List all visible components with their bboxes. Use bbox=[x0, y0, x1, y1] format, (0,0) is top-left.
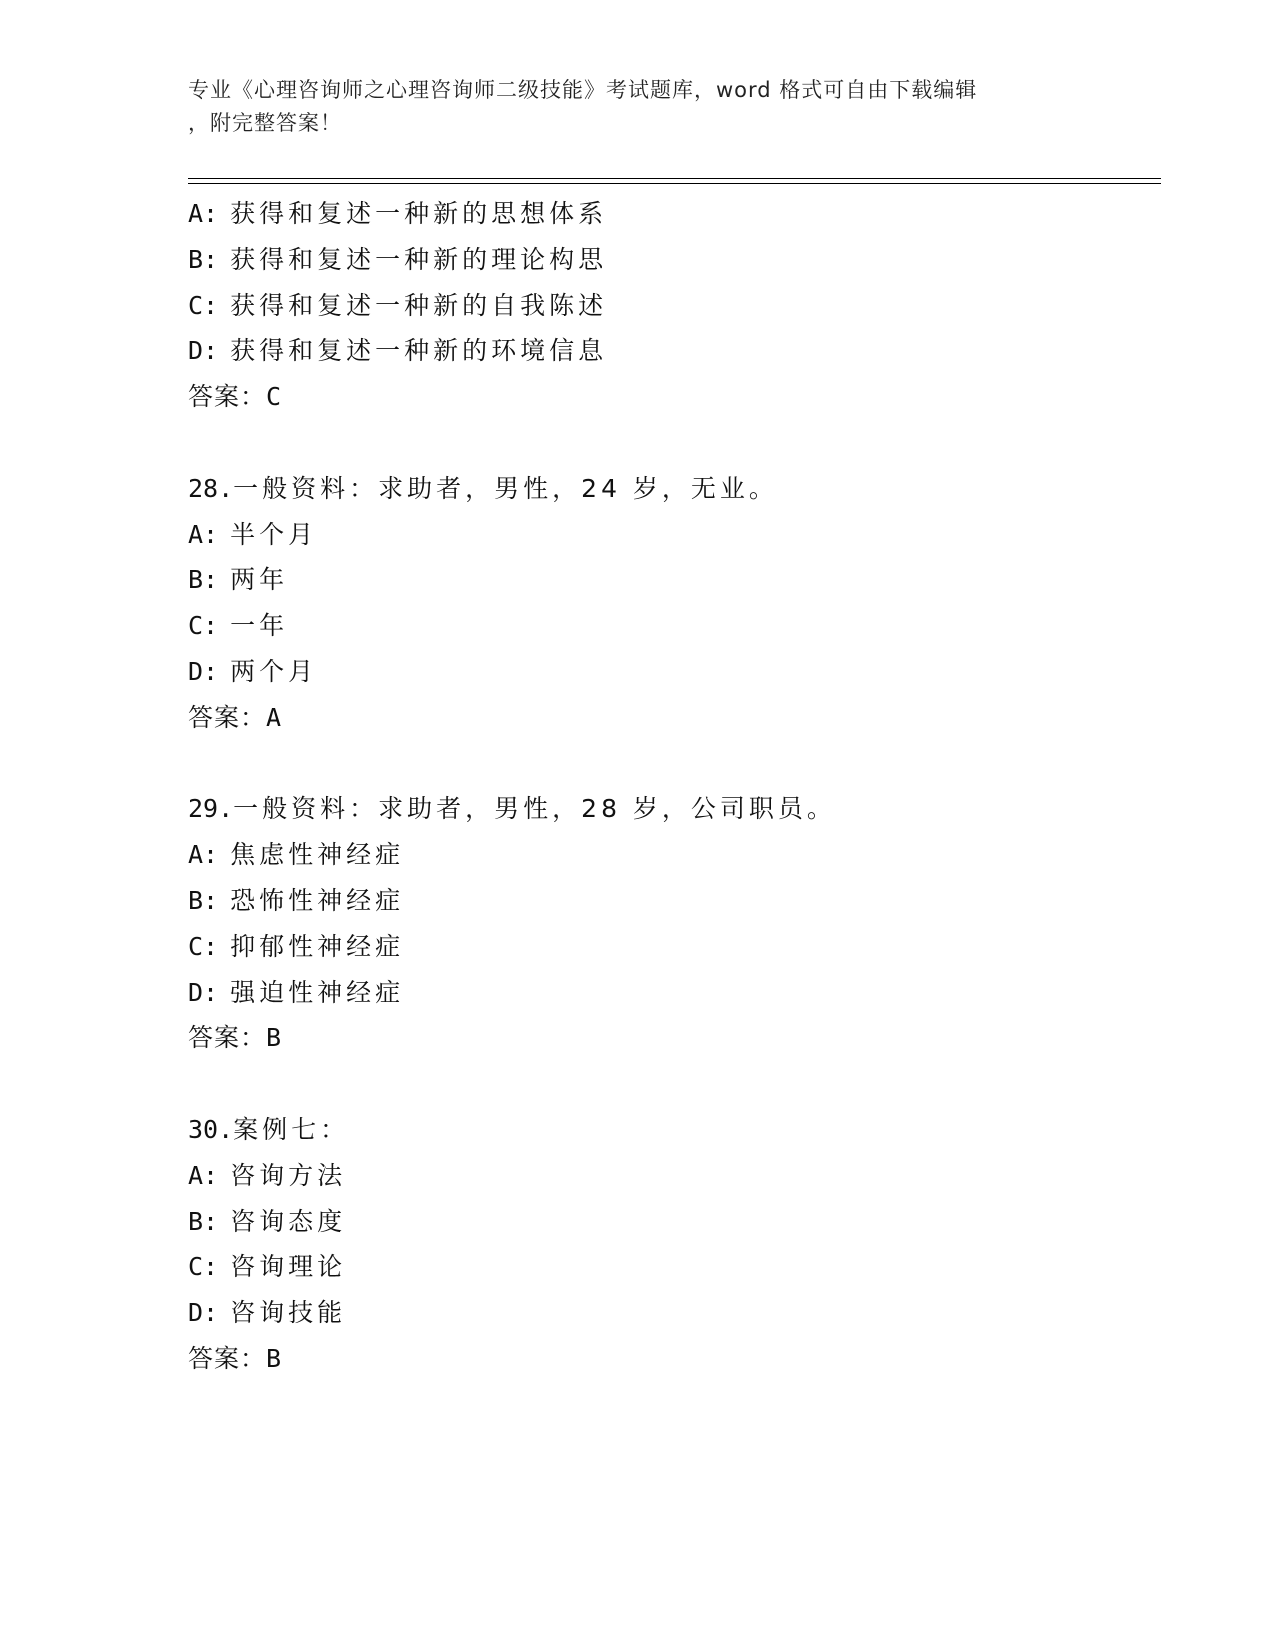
option-text: 两年 bbox=[230, 565, 289, 595]
question-stem bbox=[188, 466, 1148, 512]
option-text: 获得和复述一种新的思想体系 bbox=[230, 199, 608, 228]
question-stem bbox=[188, 1107, 1148, 1153]
question-text: 案例七： bbox=[233, 1114, 350, 1144]
answer-value: B bbox=[266, 1343, 283, 1373]
option-text: 焦虑性神经症 bbox=[230, 840, 405, 870]
option-text: 半个月 bbox=[230, 519, 318, 549]
question-list bbox=[188, 191, 1148, 1382]
option-text: 两个月 bbox=[230, 656, 318, 686]
option-letter: D: bbox=[188, 656, 219, 686]
option-letter: C: bbox=[188, 290, 219, 320]
option-letter: B: bbox=[188, 244, 219, 274]
option-d bbox=[188, 649, 1148, 695]
answer-line bbox=[188, 1015, 1148, 1061]
option-d bbox=[188, 1290, 1148, 1336]
option-b bbox=[188, 878, 1148, 924]
option-letter: C: bbox=[188, 611, 219, 641]
option-text: 咨询技能 bbox=[230, 1298, 347, 1328]
option-a bbox=[188, 512, 1148, 558]
spacer bbox=[188, 741, 1148, 787]
option-letter: A: bbox=[188, 199, 219, 228]
option-b bbox=[188, 557, 1148, 603]
option-letter: C: bbox=[188, 1252, 219, 1282]
question-number: 29. bbox=[188, 794, 234, 824]
option-text: 咨询理论 bbox=[230, 1252, 347, 1282]
answer-label: 答案： bbox=[188, 1023, 267, 1053]
option-letter: B: bbox=[188, 885, 219, 915]
header-divider-top bbox=[188, 178, 1161, 179]
question-block-29 bbox=[188, 786, 1148, 1061]
question-text: 一般资料：求助者，男性，24 岁，无业。 bbox=[233, 473, 778, 503]
option-letter: D: bbox=[188, 977, 219, 1007]
spacer bbox=[188, 420, 1148, 466]
question-number: 30. bbox=[188, 1114, 234, 1144]
option-letter: B: bbox=[188, 565, 219, 595]
option-text: 抑郁性神经症 bbox=[230, 931, 405, 961]
option-a bbox=[188, 832, 1148, 878]
answer-value: A bbox=[266, 702, 283, 732]
option-text: 一年 bbox=[230, 611, 289, 641]
question-stem bbox=[188, 786, 1148, 832]
option-text: 获得和复述一种新的自我陈述 bbox=[230, 290, 608, 320]
option-text: 咨询态度 bbox=[230, 1206, 347, 1236]
question-block-30 bbox=[188, 1107, 1148, 1382]
option-b bbox=[188, 1199, 1148, 1245]
option-letter: C: bbox=[188, 931, 219, 961]
option-letter: D: bbox=[188, 1298, 219, 1328]
option-letter: A: bbox=[188, 840, 219, 870]
answer-label: 答案： bbox=[188, 382, 267, 412]
document-header bbox=[188, 74, 1088, 140]
option-text: 获得和复述一种新的理论构思 bbox=[230, 244, 608, 274]
header-divider-bottom bbox=[188, 183, 1161, 184]
option-c bbox=[188, 283, 1148, 329]
question-text: 一般资料：求助者，男性，28 岁，公司职员。 bbox=[233, 794, 836, 824]
option-text: 强迫性神经症 bbox=[230, 977, 405, 1007]
answer-label: 答案： bbox=[188, 1343, 267, 1373]
option-c bbox=[188, 1244, 1148, 1290]
option-c bbox=[188, 924, 1148, 970]
answer-line bbox=[188, 374, 1148, 420]
answer-line bbox=[188, 1336, 1148, 1382]
option-b bbox=[188, 237, 1148, 283]
question-block-continued bbox=[188, 191, 1148, 420]
header-title-line-1: 专业《心理咨询师之心理咨询师二级技能》考试题库，word 格式可自由下载编辑 bbox=[188, 78, 978, 102]
question-number: 28. bbox=[188, 473, 234, 503]
option-a bbox=[188, 191, 1148, 237]
spacer bbox=[188, 1061, 1148, 1107]
option-d bbox=[188, 970, 1148, 1016]
answer-value: C bbox=[266, 382, 283, 412]
answer-line bbox=[188, 695, 1148, 741]
answer-label: 答案： bbox=[188, 702, 267, 732]
option-text: 恐怖性神经症 bbox=[230, 885, 405, 915]
option-c bbox=[188, 603, 1148, 649]
option-d bbox=[188, 328, 1148, 374]
option-letter: A: bbox=[188, 1160, 219, 1190]
option-text: 咨询方法 bbox=[230, 1160, 347, 1190]
option-letter: B: bbox=[188, 1206, 219, 1236]
answer-value: B bbox=[266, 1023, 283, 1053]
option-letter: D: bbox=[188, 336, 219, 366]
header-title-line-2: ，附完整答案！ bbox=[188, 111, 342, 135]
option-text: 获得和复述一种新的环境信息 bbox=[230, 336, 608, 366]
question-block-28 bbox=[188, 466, 1148, 741]
option-a bbox=[188, 1153, 1148, 1199]
option-letter: A: bbox=[188, 519, 219, 549]
